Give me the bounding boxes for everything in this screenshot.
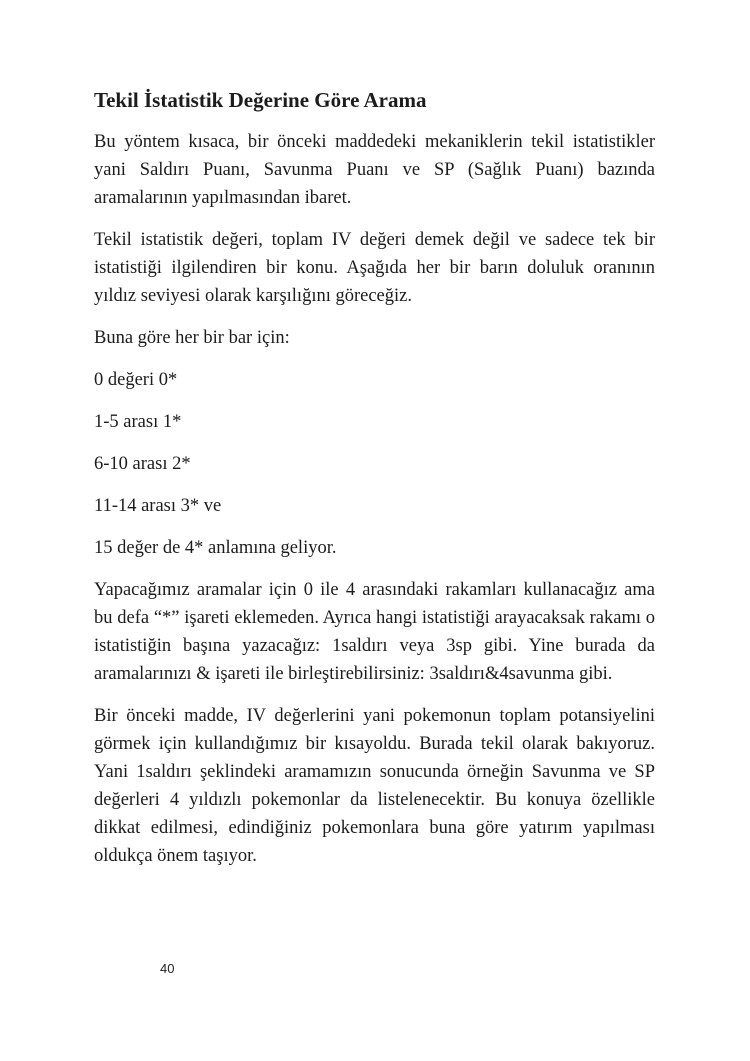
star-level-4: 15 değer de 4* anlamına geliyor. [94, 538, 337, 558]
star-level-0: 0 değeri 0* [94, 370, 178, 390]
page-number: 40 [160, 961, 175, 976]
star-level-3: 11-14 arası 3* ve [94, 496, 222, 516]
star-level-2: 6-10 arası 2* [94, 454, 191, 474]
section-title: Tekil İstatistik Değerine Göre Arama [94, 88, 427, 112]
paragraph-3: Buna göre her bir bar için: [94, 328, 290, 348]
paragraph-5: Bir önceki madde, IV değerlerini yani pokemonun toplam potansiyelini görmek için kullandığımız bir kısayoldu. Burada tekil olarak bakıyoruz. Yani 1saldırı şeklindeki aramamızın sonucunda örneğin Savunma ve SP değerleri 4 yıldızlı pokemonlar da listelenecektir. Bu konuya özellikle dikkat edilmesi, edindiğiniz pokemonlara buna göre yatırım yapılması oldukça önem taşıyor. [94, 706, 655, 866]
star-level-1: 1-5 arası 1* [94, 412, 182, 432]
paragraph-2: Tekil istatistik değeri, toplam IV değeri demek değil ve sadece tek bir istatistiği ilgilendiren bir konu. Aşağıda her bir barın doluluk oranının yıldız seviyesi olarak karşılığını göreceğiz. [94, 230, 655, 306]
paragraph-1: Bu yöntem kısaca, bir önceki maddedeki mekaniklerin tekil istatistikler yani Saldırı Puanı, Savunma Puanı ve SP (Sağlık Puanı) bazında aramalarının yapılmasından ibaret. [94, 132, 655, 208]
page-content [94, 86, 655, 884]
paragraph-4: Yapacağımız aramalar için 0 ile 4 arasındaki rakamları kullanacağız ama bu defa “*” işareti eklemeden. Ayrıca hangi istatistiği arayacaksak rakamı o istatistiğin başına yazacağız: 1saldırı veya 3sp gibi. Yine burada da aramalarınızı & işareti ile birleştirebilirsiniz: 3saldırı&4savunma gibi. [94, 580, 655, 684]
